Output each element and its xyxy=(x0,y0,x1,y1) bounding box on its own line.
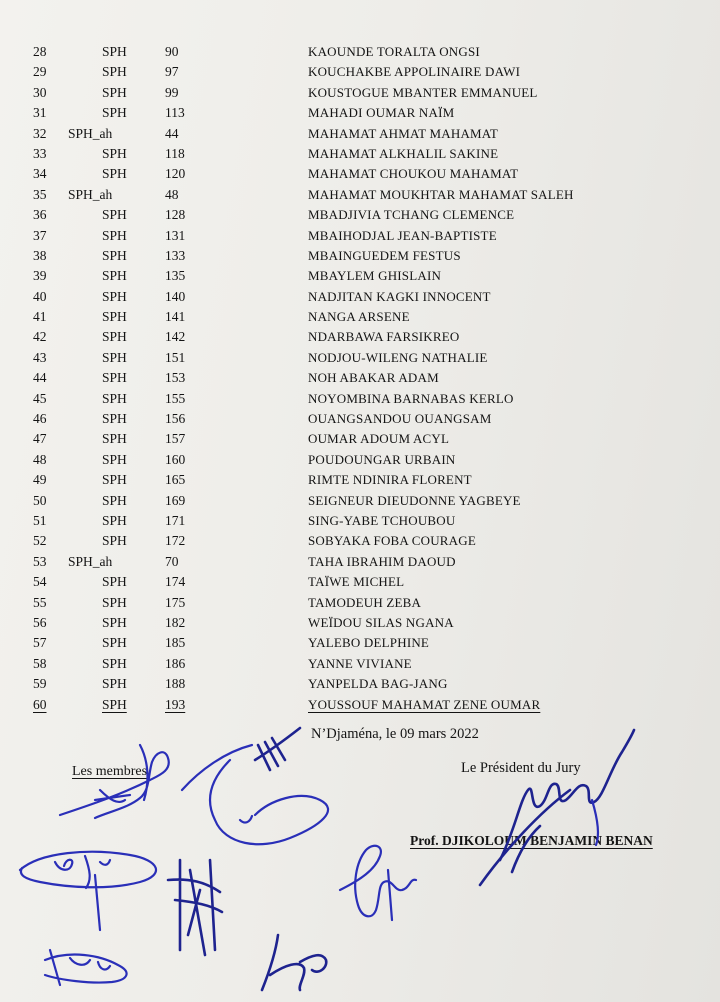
table-row xyxy=(0,429,720,449)
row-number: 37 xyxy=(33,227,47,243)
row-number: 52 xyxy=(33,533,47,549)
row-code: 153 xyxy=(165,370,186,386)
row-code: 118 xyxy=(165,145,185,161)
row-number: 30 xyxy=(33,84,47,100)
table-row xyxy=(0,205,720,225)
row-name: TAHA IBRAHIM DAOUD xyxy=(308,553,456,569)
row-group: SPH xyxy=(102,533,127,549)
row-number: 59 xyxy=(33,676,47,692)
row-group: SPH xyxy=(102,166,127,182)
row-name: MAHAMAT MOUKHTAR MAHAMAT SALEH xyxy=(308,186,574,202)
row-code: 151 xyxy=(165,349,186,365)
table-row xyxy=(0,42,720,62)
table-row xyxy=(0,470,720,490)
row-name: NADJITAN KAGKI INNOCENT xyxy=(308,288,491,304)
table-row xyxy=(0,185,720,205)
president-signature xyxy=(480,730,634,885)
row-group: SPH xyxy=(102,635,127,651)
row-code: 113 xyxy=(165,105,185,121)
row-group: SPH xyxy=(102,247,127,263)
row-group: SPH_ah xyxy=(68,186,113,202)
row-name: SEIGNEUR DIEUDONNE YAGBEYE xyxy=(308,492,521,508)
row-group: SPH xyxy=(102,574,127,590)
row-group: SPH xyxy=(102,655,127,671)
row-group: SPH xyxy=(102,329,127,345)
row-number: 50 xyxy=(33,492,47,508)
row-code: 97 xyxy=(165,64,179,80)
row-code: 188 xyxy=(165,676,186,692)
row-code: 169 xyxy=(165,492,186,508)
row-group: SPH xyxy=(102,676,127,692)
table-row xyxy=(0,327,720,347)
row-code: 48 xyxy=(165,186,179,202)
row-code: 131 xyxy=(165,227,186,243)
table-row xyxy=(0,633,720,653)
row-code: 44 xyxy=(165,125,179,141)
row-name: MAHADI OUMAR NAÏM xyxy=(308,105,455,121)
table-row xyxy=(0,124,720,144)
row-number: 42 xyxy=(33,329,47,345)
row-code: 120 xyxy=(165,166,186,182)
table-row xyxy=(0,287,720,307)
table-row xyxy=(0,695,720,715)
row-number: 28 xyxy=(33,44,47,59)
table-row xyxy=(0,164,720,184)
table-row xyxy=(0,226,720,246)
row-code: 171 xyxy=(165,512,186,528)
table-row xyxy=(0,511,720,531)
row-group: SPH xyxy=(102,64,127,80)
row-name: TAMODEUH ZEBA xyxy=(308,594,422,610)
row-code: 182 xyxy=(165,614,186,630)
row-number: 48 xyxy=(33,451,47,467)
table-row xyxy=(0,266,720,286)
row-name: YALEBO DELPHINE xyxy=(308,635,430,651)
row-name: YANNE VIVIANE xyxy=(308,655,412,671)
row-number: 51 xyxy=(33,512,47,528)
row-number: 36 xyxy=(33,207,47,223)
row-group: SPH xyxy=(102,451,127,467)
row-name: MBAIHODJAL JEAN-BAPTISTE xyxy=(308,227,497,243)
row-code: 128 xyxy=(165,207,186,223)
row-group: SPH_ah xyxy=(68,553,113,569)
row-code: 140 xyxy=(165,288,186,304)
table-row xyxy=(0,246,720,266)
table-row xyxy=(0,307,720,327)
row-name: TAÏWE MICHEL xyxy=(308,574,405,590)
row-number: 38 xyxy=(33,247,47,263)
table-row xyxy=(0,613,720,633)
row-number: 43 xyxy=(33,349,47,365)
row-group: SPH xyxy=(102,349,127,365)
table-row xyxy=(0,389,720,409)
table-row xyxy=(0,593,720,613)
row-name: KOUSTOGUE MBANTER EMMANUEL xyxy=(308,84,538,100)
row-code: 193 xyxy=(165,696,186,712)
row-name: NANGA ARSENE xyxy=(308,309,410,325)
table-row xyxy=(0,368,720,388)
row-group: SPH xyxy=(102,227,127,243)
row-number: 58 xyxy=(33,655,47,671)
row-name: NODJOU-WILENG NATHALIE xyxy=(308,349,488,365)
table-row xyxy=(0,144,720,164)
table-row xyxy=(0,409,720,429)
row-group: SPH xyxy=(102,594,127,610)
table-row xyxy=(0,83,720,103)
table-row xyxy=(0,491,720,511)
table-row xyxy=(0,674,720,694)
row-name: NDARBAWA FARSIKREO xyxy=(308,329,460,345)
row-code: 70 xyxy=(165,553,179,569)
row-group: SPH xyxy=(102,492,127,508)
row-group: SPH xyxy=(102,288,127,304)
row-name: MAHAMAT CHOUKOU MAHAMAT xyxy=(308,166,519,182)
row-number: 44 xyxy=(33,370,47,386)
row-number: 55 xyxy=(33,594,47,610)
members-label: Les membres xyxy=(72,764,148,779)
row-number: 45 xyxy=(33,390,47,406)
row-name: MAHAMAT AHMAT MAHAMAT xyxy=(308,125,499,141)
row-group: SPH xyxy=(102,512,127,528)
row-group: SPH xyxy=(102,207,127,223)
row-name: MBADJIVIA TCHANG CLEMENCE xyxy=(308,207,515,223)
row-name: MBAINGUEDEM FESTUS xyxy=(308,247,461,263)
row-group: SPH xyxy=(102,309,127,325)
row-name: MBAYLEM GHISLAIN xyxy=(308,268,442,284)
row-code: 160 xyxy=(165,451,186,467)
row-code: 185 xyxy=(165,635,186,651)
row-number: 54 xyxy=(33,574,47,590)
row-number: 46 xyxy=(33,411,47,427)
row-number: 56 xyxy=(33,614,47,630)
row-number: 41 xyxy=(33,309,47,325)
row-number: 49 xyxy=(33,472,47,488)
row-code: 133 xyxy=(165,247,186,263)
row-code: 172 xyxy=(165,533,186,549)
president-label: Le Président du Jury xyxy=(461,760,581,776)
row-code: 90 xyxy=(165,44,179,59)
row-code: 186 xyxy=(165,655,186,671)
row-number: 31 xyxy=(33,105,47,121)
row-number: 35 xyxy=(33,186,47,202)
row-number: 33 xyxy=(33,145,47,161)
row-number: 34 xyxy=(33,166,47,182)
table-row xyxy=(0,552,720,572)
row-number: 47 xyxy=(33,431,47,447)
row-code: 155 xyxy=(165,390,186,406)
row-name: NOH ABAKAR ADAM xyxy=(308,370,439,386)
row-name: YOUSSOUF MAHAMAT ZENE OUMAR xyxy=(308,696,541,712)
row-code: 141 xyxy=(165,309,186,325)
row-group: SPH xyxy=(102,370,127,386)
row-group: SPH xyxy=(102,44,127,59)
row-group: SPH xyxy=(102,472,127,488)
row-group: SPH xyxy=(102,268,127,284)
row-code: 99 xyxy=(165,84,179,100)
row-name: MAHAMAT ALKHALIL SAKINE xyxy=(308,145,499,161)
row-group: SPH xyxy=(102,390,127,406)
row-group: SPH xyxy=(102,696,127,712)
row-name: NOYOMBINA BARNABAS KERLO xyxy=(308,390,514,406)
table-row xyxy=(0,450,720,470)
row-group: SPH xyxy=(102,84,127,100)
row-code: 174 xyxy=(165,574,186,590)
table-row xyxy=(0,103,720,123)
row-group: SPH xyxy=(102,145,127,161)
table-row xyxy=(0,62,720,82)
row-name: POUDOUNGAR URBAIN xyxy=(308,451,456,467)
table-row xyxy=(0,348,720,368)
row-name: KOUCHAKBE APPOLINAIRE DAWI xyxy=(308,64,521,80)
row-name: SOBYAKA FOBA COURAGE xyxy=(308,533,476,549)
row-group: SPH xyxy=(102,431,127,447)
row-group: SPH xyxy=(102,411,127,427)
row-code: 142 xyxy=(165,329,186,345)
row-number: 39 xyxy=(33,268,47,284)
candidate-list xyxy=(0,42,720,715)
row-code: 135 xyxy=(165,268,186,284)
row-name: YANPELDA BAG-JANG xyxy=(308,676,448,692)
row-name: OUMAR ADOUM ACYL xyxy=(308,431,450,447)
row-name: WEÏDOU SILAS NGANA xyxy=(308,614,454,630)
row-group: SPH xyxy=(102,614,127,630)
row-number: 40 xyxy=(33,288,47,304)
row-number: 32 xyxy=(33,125,47,141)
row-code: 156 xyxy=(165,411,186,427)
row-name: RIMTE NDINIRA FLORENT xyxy=(308,472,472,488)
row-code: 157 xyxy=(165,431,186,447)
president-name: Prof. DJIKOLOUM BENJAMIN BENAN xyxy=(410,833,653,848)
row-name: KAOUNDE TORALTA ONGSI xyxy=(308,44,480,59)
row-code: 175 xyxy=(165,594,186,610)
row-number: 60 xyxy=(33,696,47,712)
row-number: 57 xyxy=(33,635,47,651)
row-group: SPH xyxy=(102,105,127,121)
date-line: N’Djaména, le 09 mars 2022 xyxy=(311,726,479,742)
row-number: 53 xyxy=(33,553,47,569)
row-number: 29 xyxy=(33,64,47,80)
table-row xyxy=(0,572,720,592)
table-row xyxy=(0,654,720,674)
table-row xyxy=(0,531,720,551)
row-name: OUANGSANDOU OUANGSAM xyxy=(308,411,492,427)
row-group: SPH_ah xyxy=(68,125,113,141)
row-name: SING-YABE TCHOUBOU xyxy=(308,512,456,528)
row-code: 165 xyxy=(165,472,186,488)
